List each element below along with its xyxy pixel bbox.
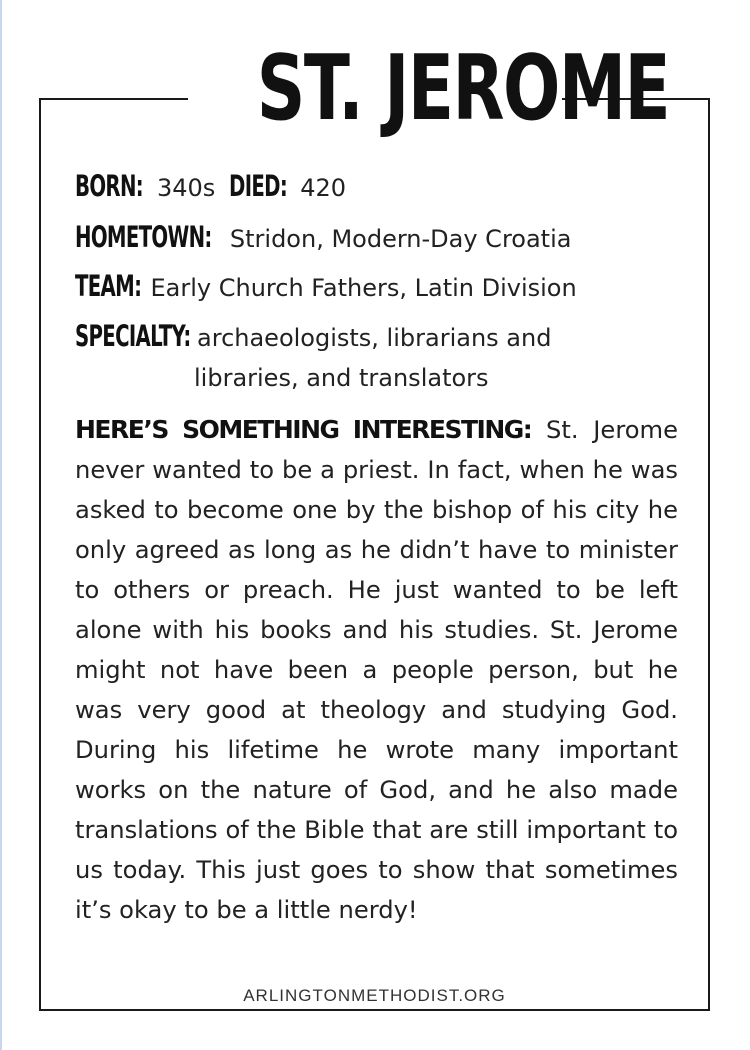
interesting-text: St. Jerome never wanted to be a priest. In fact, when he was asked to become one by the bishop of his city he only agreed as long as he didn’t have to minister to others or preach. He just wanted to be left alone with his books and his studies. St. Jerome might not have been a people person, but he was very good at theology and studying God. During his lifetime he wrote many important works on the nature of God, and he also made translations of the Bible that are still important to us today. This just goes to show that sometimes it’s okay to be a little nerdy!: [75, 416, 678, 924]
born-label: BORN:: [75, 169, 143, 203]
card-title: ST. JEROME: [256, 36, 670, 141]
interesting-label: HERE’S SOMETHING INTERESTING:: [75, 415, 532, 444]
hometown-row: [75, 217, 571, 257]
died-value: 420: [300, 174, 347, 202]
footer-website: ARLINGTONMETHODIST.ORG: [243, 986, 506, 1005]
team-label: TEAM:: [75, 269, 142, 303]
specialty-label: SPECIALTY:: [75, 319, 191, 353]
team-value: Early Church Fathers, Latin Division: [150, 274, 577, 302]
born-value: 340s: [156, 174, 216, 202]
born-died-row: [75, 166, 346, 206]
specialty-continuation: libraries, and translators: [194, 364, 489, 392]
specialty-value: archaeologists, librarians and: [197, 324, 552, 352]
specialty-row: [75, 316, 551, 356]
left-edge-line: [0, 0, 2, 1050]
interesting-paragraph: [75, 410, 678, 930]
hometown-label: HOMETOWN:: [75, 220, 212, 254]
team-row: [75, 266, 577, 306]
died-label: DIED:: [228, 169, 287, 203]
hometown-value: Stridon, Modern-Day Croatia: [229, 225, 572, 253]
title-banner: [188, 28, 670, 148]
